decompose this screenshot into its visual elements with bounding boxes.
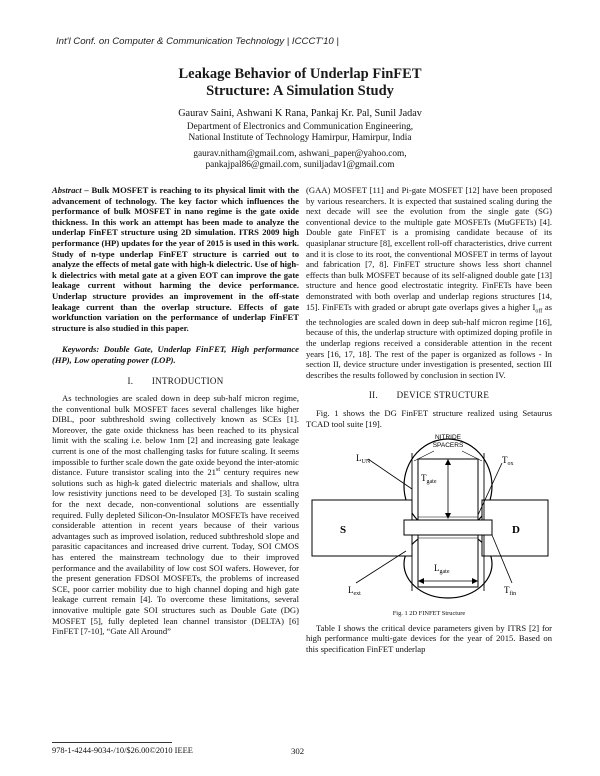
intro-text-part2: century requires new solutions such as high-k gated dielectric materials and shallow, ultra low resistivity junctions need to be developed [3]. To sustain scaling for the next decade, non-conventional solutions are essentially required. Fully depleted Silicon-On-Insulator MOSFETs have received considerable attention in recent years because of their various advantages such as improved isolation, reduced subthreshold slope and parasitic capacitances and increased drive current. Today, SOI CMOS has entered the mainstream technology due to their improved performance and the availability of low cost SOI wafers. However, for the present generation FDSOI MOSFETs, the problems of increased SCE, poor carrier mobility due to high channel doping and high gate leakage current remain [4]. To overcome these limitations, several innovative multiple gate SOI structures such as Double Gate (DG) MOSFET [5], fully depleted lean channel transistor (DELTA) [6] FinFET [7-10], “Gate All Around” [52, 467, 299, 637]
section-heading-device-structure: II. DEVICE STRUCTURE [368, 390, 490, 401]
figure-1 [306, 431, 552, 609]
subscript-off: off [535, 308, 543, 315]
finfet-diagram [306, 431, 552, 609]
spacers-label: SPACERS [432, 442, 464, 450]
superscript-st: st [215, 467, 220, 474]
intro-cont-text-b: as the technologies are scaled down in deep sub-half micron regime [16], because of this, the underlap structure with optimized doping profile in the underlap regions received a considerable attention in the recent years [16, 17, 18]. The rest of the paper is organized as follows - In section II, device structure under investigation is presented, section III describes the results followed by conclusion in section IV. [306, 301, 552, 380]
intro-cont-text-a: (GAA) MOSFET [11] and Pi-gate MOSFET [12] have been proposed by various researchers. It is expected that sustained scaling during the next decade will see the evolution from the single gate (SG) conventional device to the multiple gate MOSFETs (MuGFETs) [4]. Double gate FinFET is a promising candidate because of its quasiplanar structure [8], excellent roll-off characteristics, drive current and it is close to its root, the conventional MOSFET in terms of layout and fabrication [7, 8]. FinFET structure shows less short channel effects than bulk MOSFET because of its self-aligned double gate [13] structure and hence good electrostatic integrity. FinFETs have been demonstrated with both overlap and underlap regions structures [14, 15]. FinFETs with graded or abrupt gate overlaps gives a higher I [306, 185, 552, 312]
l-ext-label: $L_{ext}$ [348, 585, 361, 598]
bottom-gate-electrode [418, 535, 478, 587]
t-ox-label: $T_{ox}$ [502, 455, 514, 468]
keywords-text: Double Gate, Underlap FinFET, High performance (HP), Low operating power (LOP). [52, 344, 299, 365]
keywords-label: Keywords: [62, 344, 100, 355]
intro-continuation [306, 185, 552, 380]
l-gate-label: $L_{gate}$ [434, 563, 450, 576]
section-heading-introduction: I. INTRODUCTION [127, 375, 224, 386]
intro-text-part1: As technologies are scaled down in deep sub-half micron regime, the conventional bulk MOSFET faces several challenges like higher DIBL, poor subthreshold swing collectively known as SCEs [1]. Moreover, the gate oxide thickness has been reached to its physical limit with the scaling i.e. below 1nm [2] and increasing gate leakage current is one of the most challenging tasks for future scaling. It seems impossible to further scale down the gate oxide beyond the inter-atomic distance. Future transistor scaling into the 21 [52, 393, 299, 478]
page-number: 302 [291, 746, 305, 756]
device-paragraph-2: Table I shows the critical device parameters given by ITRS [2] for high performance multi-gate devices for the year of 2015. Based on this specification FinFET underlap [306, 622, 552, 654]
drain-label: D [512, 524, 520, 537]
device-paragraph-1: Fig. 1 shows the DG FinFET structure realized using Setaurus TCAD tool suite [19]. [306, 408, 552, 429]
title-block [0, 66, 600, 171]
right-column [306, 185, 552, 655]
nitride-label: NITRIDE [435, 434, 461, 442]
copyright-line: 978-1-4244-9034-/10/$26.00©2010 IEEE [52, 746, 193, 755]
figure-caption: Fig. 1 2D FINFET Structure [392, 610, 466, 618]
l-un-label: $L_{UN}$ [356, 453, 371, 466]
author-list: Gaurav Saini, Ashwani K Rana, Pankaj Kr. Pal, Sunil Jadav [178, 108, 422, 119]
abstract-text: Bulk MOSFET is reaching to its physical limit with the advancement of technology. The key factor which influences the performance of bulk MOSFET in nano regime is the gate oxide thickness. In this work an attempt has been made to analyze the underlap FinFET structure using 2D simulation. ITRS 2009 high performance (HP) updates for the year of 2015 is used in this work. Study of n-type underlap FinFET structure is carried out to analyze the effects of metal gate with high-k dielectric. Use of high-k dielectrics with metal gate at a given EOT can improve the gate leakage current without harming the device performance. Underlap structure provides an improvement in the off-state leakage current than the overlap structure. Effects of gate workfunction variation on the performance of underlap FinFET structure is also studied in this paper. [52, 185, 300, 333]
source-region [312, 500, 412, 556]
paper-title: Leakage Behavior of Underlap FinFET Structure: A Simulation Study [178, 66, 422, 99]
keywords [52, 344, 299, 365]
intro-paragraph [52, 393, 299, 637]
left-column [52, 185, 299, 637]
t-gate-label: $T_{gate}$ [421, 473, 437, 486]
author-emails: gaurav.nitham@gmail.com, ashwani_paper@yahoo.com, pankajpal86@gmail.com, suniljadav1@gmail.com [193, 149, 407, 170]
affiliation: Department of Electronics and Communication Engineering, National Institute of Technology Hamirpur, Hamirpur, India [186, 122, 414, 143]
running-head: Int'l Conf. on Computer & Communication Technology | ICCCT'10 | [56, 36, 339, 47]
fin-channel [404, 520, 492, 535]
abstract: Abstract – Bulk MOSFET is reaching to its physical limit with the advancement of technology. The key factor which influences the performance of bulk MOSFET in nano regime is the gate oxide thickness. In this work an attempt has been made to analyze the underlap FinFET structure using 2D simulation. ITRS 2009 high performance (HP) updates for the year of 2015 is used in this work. Study of n-type underlap FinFET structure is carried out to analyze the effects of metal gate with high-k dielectric. Use of high-k dielectrics with metal gate at a given EOT can improve the gate leakage current without harming the device performance. Underlap structure provides an improvement in the off-state leakage current than the overlap structure. Effects of gate workfunction variation on the performance of underlap FinFET structure is also studied in this paper. [52, 185, 300, 333]
abstract-label: Abstract [52, 185, 82, 195]
source-label: S [340, 524, 347, 537]
t-fin-label: $T_{fin}$ [504, 585, 517, 598]
footer-divider [52, 742, 172, 743]
